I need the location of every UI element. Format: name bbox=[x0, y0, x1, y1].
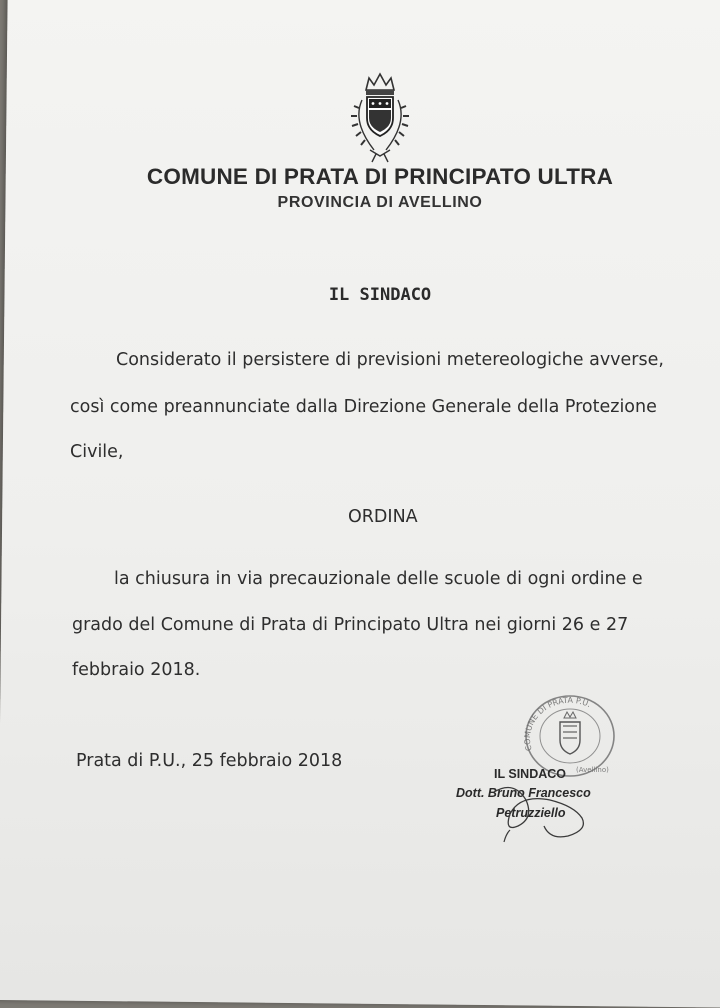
municipal-crest-icon bbox=[340, 70, 420, 166]
place-date: Prata di P.U., 25 febbraio 2018 bbox=[76, 751, 343, 771]
signatory-name-line2: Petruzziello bbox=[496, 806, 566, 820]
signatory-title: IL SINDACO bbox=[494, 767, 566, 781]
paragraph2-line2: grado del Comune di Prata di Principato Ultra nei giorni 26 e 27 bbox=[72, 615, 629, 635]
order-heading: ORDINA bbox=[348, 507, 418, 527]
signatory-name-line1: Dott. Bruno Francesco bbox=[456, 786, 591, 800]
svg-text:(Avellino): (Avellino) bbox=[576, 766, 609, 774]
mayor-heading: IL SINDACO bbox=[328, 285, 432, 305]
municipality-name: COMUNE DI PRATA DI PRINCIPATO ULTRA bbox=[146, 164, 614, 189]
paragraph2-line3: febbraio 2018. bbox=[72, 660, 201, 680]
province-name: PROVINCIA DI AVELLINO bbox=[277, 194, 483, 211]
paragraph1-line3: Civile, bbox=[70, 442, 124, 462]
paragraph1-line1: Considerato il persistere di previsioni metereologiche avverse, bbox=[116, 350, 664, 370]
paragraph1-line2: così come preannunciate dalla Direzione Generale della Protezione bbox=[70, 397, 657, 417]
paragraph2-line1: la chiusura in via precauzionale delle scuole di ogni ordine e bbox=[114, 569, 643, 589]
svg-text:COMUNE DI PRATA P.U.: COMUNE DI PRATA P.U. bbox=[522, 695, 593, 752]
handwritten-signature-icon bbox=[464, 770, 614, 850]
